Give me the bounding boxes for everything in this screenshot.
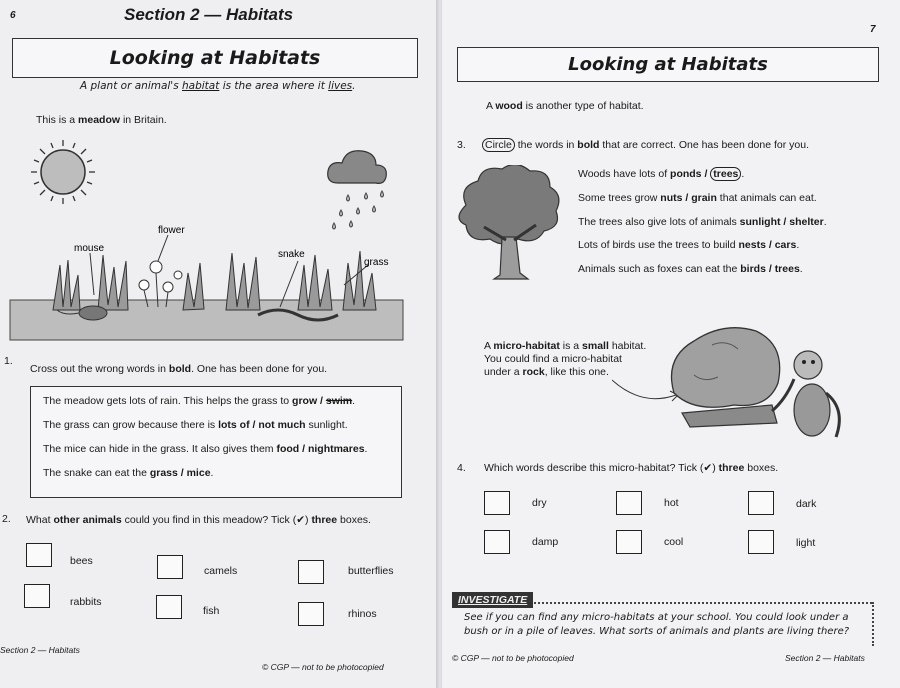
q3s1-opt1: ponds — [670, 168, 702, 180]
q2-prompt-bold1: other animals — [53, 514, 122, 526]
tickbox-hot[interactable] — [616, 491, 642, 515]
q3s3-pre: The trees also give lots of animals — [578, 216, 740, 228]
q1-prompt-bold: bold — [168, 363, 192, 375]
def-mid: is the area where it — [219, 80, 329, 92]
micro-l1-bold1: micro-habitat — [493, 340, 560, 352]
q1s2-pre: The grass can grow because there is — [43, 419, 219, 431]
page-title-left — [12, 38, 418, 78]
q1s1-struck: swim — [325, 395, 353, 407]
q1s2-post: sunlight. — [305, 419, 348, 431]
q3s2-pre: Some trees grow — [578, 192, 661, 204]
tickbox-butterflies[interactable] — [298, 560, 324, 584]
section-header: Section 2 — Habitats — [124, 5, 294, 24]
q3s4-bold: nests / cars — [738, 239, 797, 251]
q3s5-pre: Animals such as foxes can eat the — [578, 263, 741, 275]
q2-prompt — [26, 514, 371, 526]
q1-prompt-post: . One has been done for you. — [191, 363, 328, 375]
micro-l1-post: habitat. — [608, 340, 647, 352]
option-dark: dark — [796, 498, 817, 510]
q4-prompt-post: boxes. — [744, 462, 779, 474]
habitat-definition — [80, 80, 356, 92]
q3-prompt-end: that are correct. One has been done for you. — [599, 139, 810, 151]
q3s5-bold: birds / trees — [740, 263, 800, 275]
q1-statement-4[interactable] — [43, 467, 213, 479]
tickbox-cool[interactable] — [616, 530, 642, 554]
q3s1-post: . — [741, 168, 745, 180]
meadow-illustration — [8, 135, 408, 345]
investigate-top-border — [526, 602, 872, 604]
title-text: Looking at Habitats — [109, 47, 321, 69]
q3-statement-3[interactable] — [578, 216, 827, 228]
micro-l1-bold2: small — [582, 340, 609, 352]
tickbox-dry[interactable] — [484, 491, 510, 515]
creature-icon — [772, 351, 839, 437]
q3-prompt — [482, 139, 809, 151]
q1s4-pre: The snake can eat the — [43, 467, 150, 479]
option-rhinos: rhinos — [348, 608, 377, 620]
q3s4-post: . — [796, 239, 800, 251]
rain-cloud-icon — [328, 151, 387, 229]
caption-post: in Britain. — [120, 114, 167, 126]
label-mouse: mouse — [74, 243, 105, 254]
q1-statement-2[interactable] — [43, 419, 348, 431]
tickbox-fish[interactable] — [156, 595, 182, 619]
tree-icon — [459, 165, 559, 279]
footer-left-section: Section 2 — Habitats — [0, 645, 80, 655]
q2-prompt-pre: What — [26, 514, 54, 526]
micro-l1-pre: A — [484, 340, 494, 352]
tree-illustration — [456, 165, 566, 280]
flower-icon — [139, 261, 182, 292]
q3s1-sep: / — [701, 168, 711, 180]
meadow-caption — [36, 114, 167, 126]
option-cool: cool — [664, 536, 684, 548]
q3s3-post: . — [823, 216, 827, 228]
option-fish: fish — [203, 605, 220, 617]
q2-number: 2. — [2, 513, 11, 525]
right-page — [442, 0, 900, 688]
q3-statement-5[interactable] — [578, 263, 803, 275]
q1s3-post: . — [364, 443, 368, 455]
q1s3-bold: food / nightmares — [276, 443, 365, 455]
q3-statement-4[interactable] — [578, 239, 799, 251]
q3s3-bold: sunlight / shelter — [739, 216, 824, 228]
tickbox-bees[interactable] — [26, 543, 52, 567]
q1-statement-box — [30, 386, 402, 498]
q4-prompt — [484, 462, 778, 474]
tickbox-camels[interactable] — [157, 555, 183, 579]
tickbox-rabbits[interactable] — [24, 584, 50, 608]
q3s2-bold: nuts / grain — [660, 192, 717, 204]
page-number-right: 7 — [870, 24, 876, 35]
micro-l3-pre: under a — [484, 366, 523, 378]
q1-prompt-pre: Cross out the wrong words in — [30, 363, 169, 375]
micro-l3-post: , like this one. — [544, 366, 609, 378]
q3-statement-1[interactable] — [578, 168, 744, 180]
sun-icon — [31, 140, 95, 204]
title-text-right: Looking at Habitats — [568, 54, 768, 75]
intro-pre: A — [486, 100, 496, 112]
option-damp: damp — [532, 536, 559, 548]
q3s1-pre: Woods have lots of — [578, 168, 671, 180]
footer-right-section: Section 2 — Habitats — [785, 653, 865, 663]
def-habitat: habitat — [182, 80, 220, 92]
q3-prompt-post: the words in — [514, 139, 578, 151]
page-title-right — [457, 47, 879, 82]
q4-prompt-bold: three — [718, 462, 745, 474]
footer-left-copyright: © CGP — not to be photocopied — [262, 662, 384, 672]
label-snake: snake — [278, 249, 305, 260]
option-hot: hot — [664, 497, 679, 509]
q1s1-keep: grow / — [292, 395, 326, 407]
page-number-left: 6 — [10, 10, 16, 21]
investigate-right-border — [872, 602, 874, 646]
q1s4-post: . — [210, 467, 214, 479]
option-camels: camels — [204, 565, 238, 577]
wood-intro — [486, 100, 644, 112]
q2-prompt-mid: could you find in this meadow? Tick (✔) — [121, 514, 312, 526]
footer-right-copyright: © CGP — not to be photocopied — [452, 653, 574, 663]
q4-number: 4. — [457, 462, 466, 474]
q3-statement-2[interactable] — [578, 192, 817, 204]
tickbox-dark[interactable] — [748, 491, 774, 515]
def-lives: lives — [328, 80, 353, 92]
q3s1-opt2-circled: trees — [710, 167, 741, 181]
micro-line-2: You could find a micro-habitat — [484, 353, 622, 365]
def-end: . — [352, 80, 356, 92]
option-dry: dry — [532, 497, 547, 509]
rock-icon — [672, 328, 780, 427]
option-light: light — [796, 537, 816, 549]
intro-bold: wood — [495, 100, 523, 112]
investigate-line-1: See if you can find any micro-habitats at your school. You could look under a — [464, 612, 849, 623]
q2-prompt-post: boxes. — [337, 514, 371, 526]
q1s1-post: . — [352, 395, 356, 407]
q1s1-pre: The meadow gets lots of rain. This helps the grass to — [43, 395, 293, 407]
q1-number: 1. — [4, 355, 13, 367]
tickbox-light[interactable] — [748, 530, 774, 554]
investigate-line-2: bush or in a pile of leaves. What sorts of animals and plants are living there? — [464, 626, 850, 637]
option-bees: bees — [70, 555, 93, 567]
q3-prompt-bold: bold — [577, 139, 600, 151]
q3-circle-word: Circle — [482, 138, 515, 152]
option-butterflies: butterflies — [348, 565, 394, 577]
micro-l1-mid: is a — [559, 340, 583, 352]
investigate-tag: INVESTIGATE — [452, 592, 533, 608]
label-flower: flower — [158, 225, 185, 236]
q1-statement-3[interactable] — [43, 443, 367, 455]
def-pre: A plant or animal's — [80, 80, 183, 92]
q2-prompt-bold2: three — [311, 514, 338, 526]
option-rabbits: rabbits — [70, 596, 102, 608]
caption-bold: meadow — [78, 114, 121, 126]
rock-illustration — [612, 315, 852, 450]
q3s4-pre: Lots of birds use the trees to build — [578, 239, 739, 251]
left-page — [0, 0, 438, 688]
investigate-text — [464, 611, 849, 639]
caption-pre: This is a — [36, 114, 79, 126]
q3s5-post: . — [799, 263, 803, 275]
q1s4-bold: grass / mice — [149, 467, 211, 479]
q3s2-post: that animals can eat. — [716, 192, 817, 204]
q3-number: 3. — [457, 139, 466, 151]
micro-l3-bold: rock — [522, 366, 545, 378]
tickbox-rhinos[interactable] — [298, 602, 324, 626]
q1s2-bold: lots of / not much — [218, 419, 306, 431]
label-grass: grass — [364, 257, 389, 268]
q1-statement-1[interactable] — [43, 395, 355, 407]
q4-prompt-pre: Which words describe this micro-habitat? Tick (✔) — [484, 462, 719, 474]
q1s3-pre: The mice can hide in the grass. It also gives them — [43, 443, 277, 455]
tickbox-damp[interactable] — [484, 530, 510, 554]
q1-prompt — [30, 363, 327, 375]
intro-post: is another type of habitat. — [522, 100, 644, 112]
